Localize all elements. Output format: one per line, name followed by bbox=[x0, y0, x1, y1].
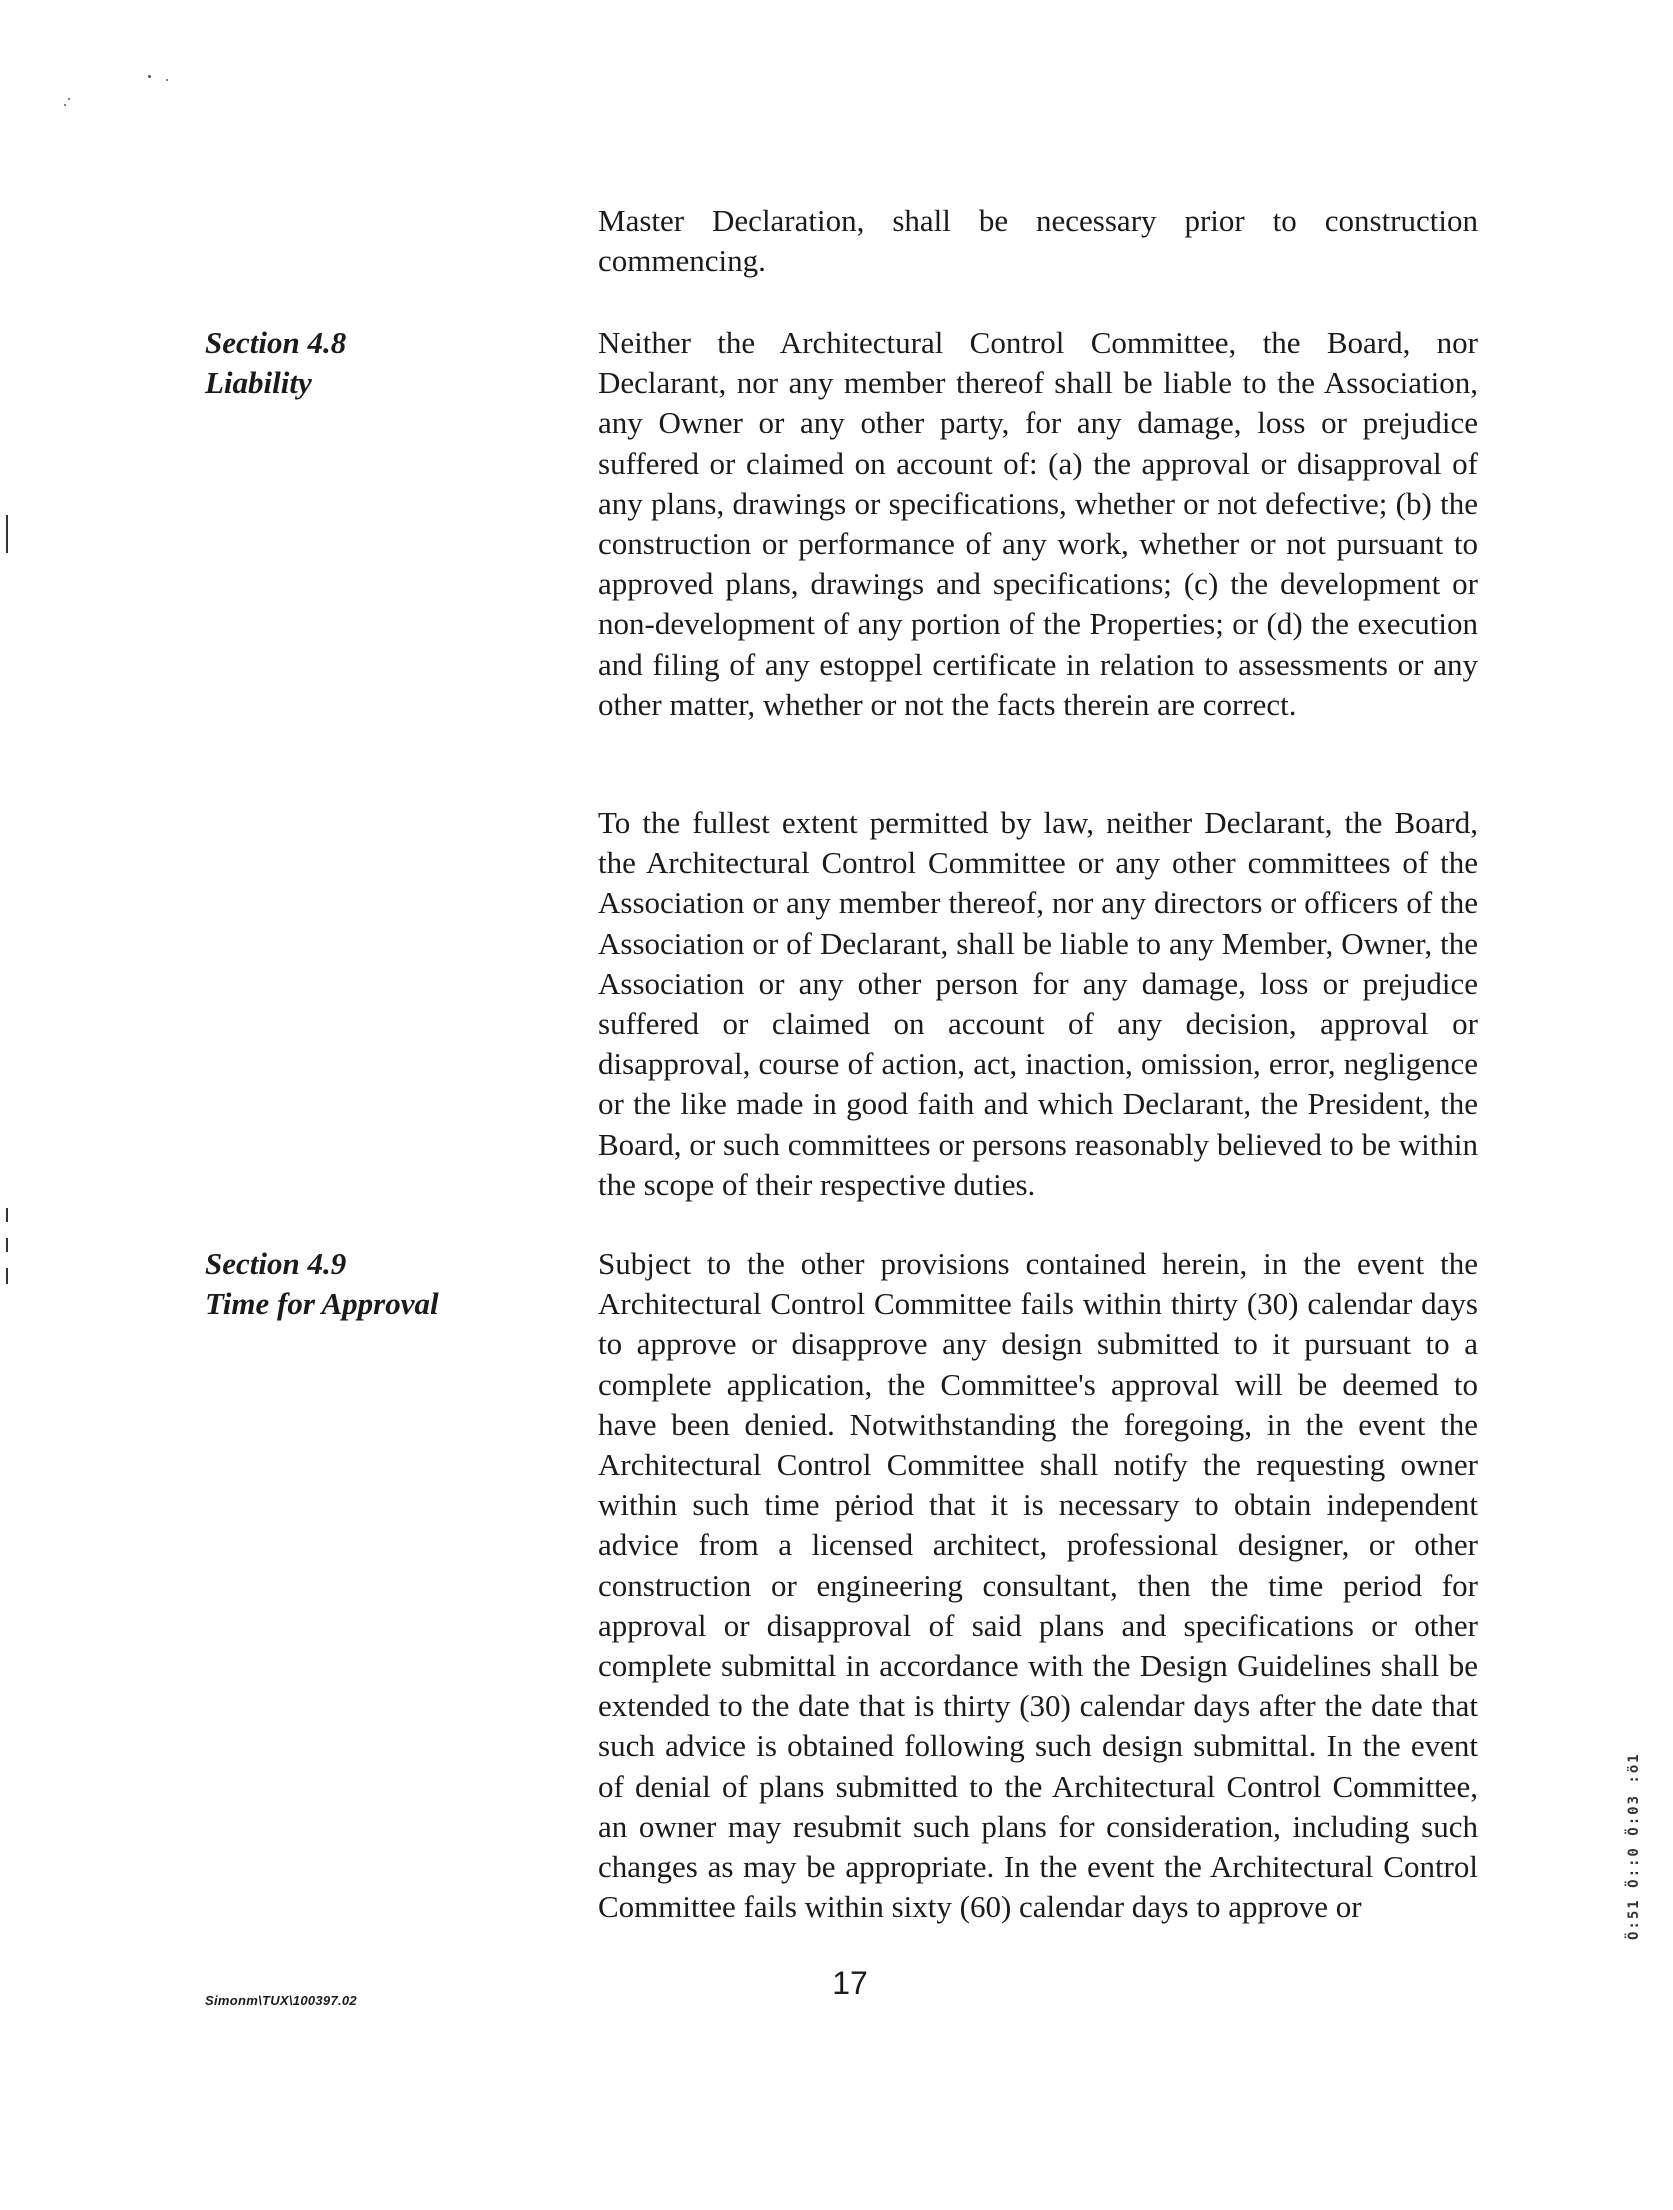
continuation-text: Master Declaration, shall be necessary prior to construction commencing. bbox=[598, 203, 1478, 279]
footer-document-code: Simonm\TUX\100397.02 bbox=[205, 1993, 357, 2008]
section-4-9-heading bbox=[205, 1244, 565, 1324]
paragraph-text: Subject to the other provisions contained herein, in the event the Architectural Control Committee fails within thirty (30) calendar days to approve or disapprove any design submitted to it pursuant to a complete application, the Committee's approval will be deemed to have been denied. Notwithstanding the foregoing, in the event the Architectural Control Committee shall notify the requesting owner within such time pėriod that it is necessary to obtain independent advice from a licensed architect, professional designer, or other construction or engineering consultant, then the time period for approval or disapproval of said plans and specifications or other complete submittal in accordance with the Design Guidelines shall be extended to the date that is thirty (30) calendar days after the date that such advice is obtained following such design submittal. In the event of denial of plans submitted to the Architectural Control Committee, an owner may resubmit such plans for consideration, including such changes as may be appropriate. In the event the Architectural Control Committee fails within sixty (60) calendar days to approve or bbox=[598, 1246, 1478, 1925]
revision-change-bar bbox=[6, 515, 8, 553]
revision-change-bar bbox=[6, 1268, 8, 1284]
margin-stamp bbox=[1608, 1540, 1642, 1940]
section-4-9-paragraph-1 bbox=[598, 1244, 1478, 1927]
margin-stamp-text: Ö:51 Ö::0 Ö:03 :ö1 bbox=[1626, 1752, 1642, 1940]
page-number: 17 bbox=[832, 1965, 868, 2001]
section-title: Time for Approval bbox=[205, 1286, 439, 1321]
section-number: Section 4.8 bbox=[205, 325, 347, 360]
revision-change-bar bbox=[6, 1208, 8, 1222]
section-4-8-paragraph-2 bbox=[598, 803, 1478, 1205]
paragraph-text: To the fullest extent permitted by law, neither Declarant, the Board, the Architectural Control Committee or any other committees of the Association or any member thereof, nor any directors or officers of the Association or of Declarant, shall be liable to any Member, Owner, the Association or any other person for any damage, loss or prejudice suffered or claimed on account of any decision, approval or disapproval, course of action, act, inaction, omission, error, negligence or the like made in good faith and which Declarant, the President, the Board, or such committees or persons reasonably believed to be within the scope of their respective duties. bbox=[598, 805, 1478, 1202]
scan-speck bbox=[166, 79, 168, 81]
section-number: Section 4.9 bbox=[205, 1246, 347, 1281]
section-4-8-paragraph-1 bbox=[598, 323, 1478, 725]
scan-speck bbox=[68, 98, 70, 100]
continuation-paragraph bbox=[598, 201, 1478, 281]
section-title: Liability bbox=[205, 365, 312, 400]
scan-speck bbox=[64, 104, 66, 106]
section-4-8-heading bbox=[205, 323, 565, 403]
paragraph-text: Neither the Architectural Control Committee, the Board, nor Declarant, nor any member thereof shall be liable to the Association, any Owner or any other party, for any damage, loss or prejudice suffered or claimed on account of: (a) the approval or disapproval of any plans, drawings or specifications, whether or not defective; (b) the construction or performance of any work, whether or not pursuant to approved plans, drawings and specifications; (c) the development or non-development of any portion of the Properties; or (d) the execution and filing of any estoppel certificate in relation to assessments or any other matter, whether or not the facts therein are correct. bbox=[598, 325, 1478, 722]
revision-change-bar bbox=[6, 1238, 8, 1252]
scan-speck bbox=[148, 75, 151, 78]
